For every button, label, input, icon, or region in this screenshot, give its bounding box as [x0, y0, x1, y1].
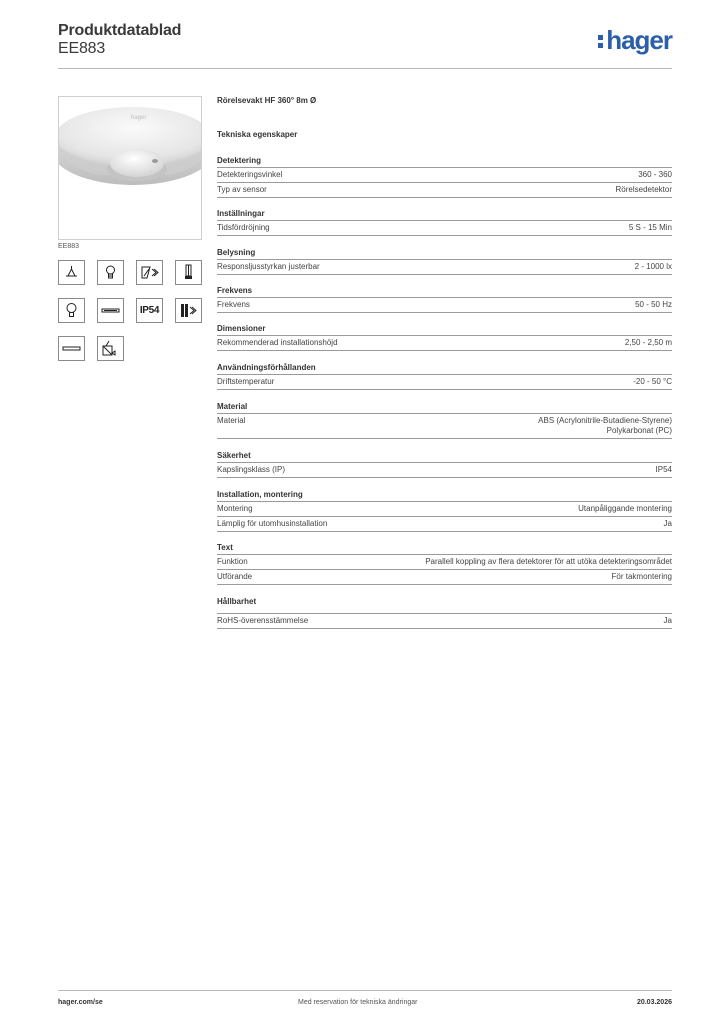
spec-value: Polykarbonat (PC) [606, 426, 672, 435]
spec-value: IP54 [655, 465, 672, 474]
hager-logo[interactable] [598, 25, 672, 55]
spec-label: Typ av sensor [217, 185, 267, 194]
spec-value: ABS (Acrylonitrile-Butadiene-Styrene) [538, 416, 672, 425]
spec-label: Lämplig för utomhusinstallation [217, 519, 328, 528]
footer-date: 20.03.2026 [636, 999, 672, 1006]
spec-row [217, 555, 672, 570]
spec-value: Ja [663, 616, 672, 625]
svg-text:hager: hager [131, 115, 147, 121]
spec-label: Rekommenderad installationshöjd [217, 338, 338, 347]
spec-row [217, 260, 672, 275]
product-image [58, 96, 202, 240]
spec-row [217, 298, 672, 313]
section-heading: Säkerhet [217, 451, 672, 463]
fluorescent-tube-icon [175, 260, 202, 285]
spec-value: -20 - 50 °C [633, 377, 672, 386]
light-bulb-icon [58, 298, 85, 323]
spec-label: Tidsfördröjning [217, 223, 270, 232]
section-text [217, 543, 672, 585]
ip54-label: IP54 [139, 305, 160, 316]
wall-sensor-icon [175, 298, 202, 323]
section-heading: Belysning [217, 248, 672, 260]
spec-value: Utanpåliggande montering [578, 504, 672, 513]
section-heading: Text [217, 543, 672, 555]
spec-row [217, 502, 672, 517]
section-installningar [217, 209, 672, 236]
section-hallbarhet [217, 597, 672, 629]
spec-value: För takmontering [611, 572, 672, 581]
logo-text: hager [606, 25, 672, 55]
section-detektering [217, 156, 672, 198]
spec-row [217, 414, 672, 439]
spec-label: RoHS-överensstämmelse [217, 616, 309, 625]
product-description: Rörelsevakt HF 360° 8m Ø [217, 96, 317, 105]
spec-value: 2 - 1000 lx [634, 262, 672, 271]
spec-label: Funktion [217, 557, 248, 566]
section-heading: Installation, montering [217, 490, 672, 502]
section-heading: Material [217, 402, 672, 414]
spec-row [217, 221, 672, 236]
ceiling-mount-sensor-icon [97, 336, 124, 361]
spec-row [217, 517, 672, 532]
motion-direction-icon [136, 260, 163, 285]
section-heading: Användningsförhållanden [217, 363, 672, 375]
spec-label: Frekvens [217, 300, 250, 309]
footer-divider [58, 990, 672, 991]
logo-mark-icon [598, 35, 604, 48]
spec-value: 360 - 360 [638, 170, 672, 179]
spec-label: Detekteringsvinkel [217, 170, 283, 179]
spec-value: Ja [663, 519, 672, 528]
product-caption: EE883 [58, 243, 80, 250]
spec-label: Responsljusstyrkan justerbar [217, 262, 320, 271]
spec-value: Parallell koppling av flera detektorer för att utöka detekteringsområdet [425, 557, 672, 566]
section-material [217, 402, 672, 439]
section-sakerhet [217, 451, 672, 478]
spec-label: Kapslingsklass (IP) [217, 465, 286, 474]
motion-sensor-illustration [59, 97, 202, 240]
spec-row [217, 183, 672, 198]
spec-value: Rörelsedetektor [615, 185, 672, 194]
footer-website-link[interactable]: hager.com/se [58, 999, 103, 1006]
section-heading: Dimensioner [217, 324, 672, 336]
spec-row [217, 614, 672, 629]
section-heading: Hållbarhet [217, 597, 672, 614]
ceiling-lamp-icon [58, 260, 85, 285]
ip54-icon [136, 298, 163, 323]
section-frekvens [217, 286, 672, 313]
product-code: EE883 [58, 40, 106, 57]
spec-row [217, 463, 672, 478]
spec-value: 50 - 50 Hz [635, 300, 672, 309]
section-belysning [217, 248, 672, 275]
header-divider [58, 68, 672, 69]
spec-row [217, 336, 672, 351]
spec-label: Driftstemperatur [217, 377, 275, 386]
tech-heading: Tekniska egenskaper [217, 130, 298, 139]
section-heading: Frekvens [217, 286, 672, 298]
bar-lamp-icon [58, 336, 85, 361]
linear-lamp-icon [97, 298, 124, 323]
spec-row [217, 168, 672, 183]
footer-disclaimer: Med reservation för tekniska ändringar [298, 999, 418, 1006]
section-heading: Inställningar [217, 209, 672, 221]
spec-label: Utförande [217, 572, 253, 581]
spec-row [217, 375, 672, 390]
section-anvandningsforhallanden [217, 363, 672, 390]
spec-label: Montering [217, 504, 253, 513]
spec-label: Material [217, 416, 246, 425]
section-installation [217, 490, 672, 532]
section-heading: Detektering [217, 156, 672, 168]
bulb-socket-icon [97, 260, 124, 285]
document-title: Produktdatablad [58, 22, 182, 39]
spec-row [217, 570, 672, 585]
spec-value: 5 S - 15 Min [628, 223, 672, 232]
spec-value: 2,50 - 2,50 m [624, 338, 672, 347]
section-dimensioner [217, 324, 672, 351]
